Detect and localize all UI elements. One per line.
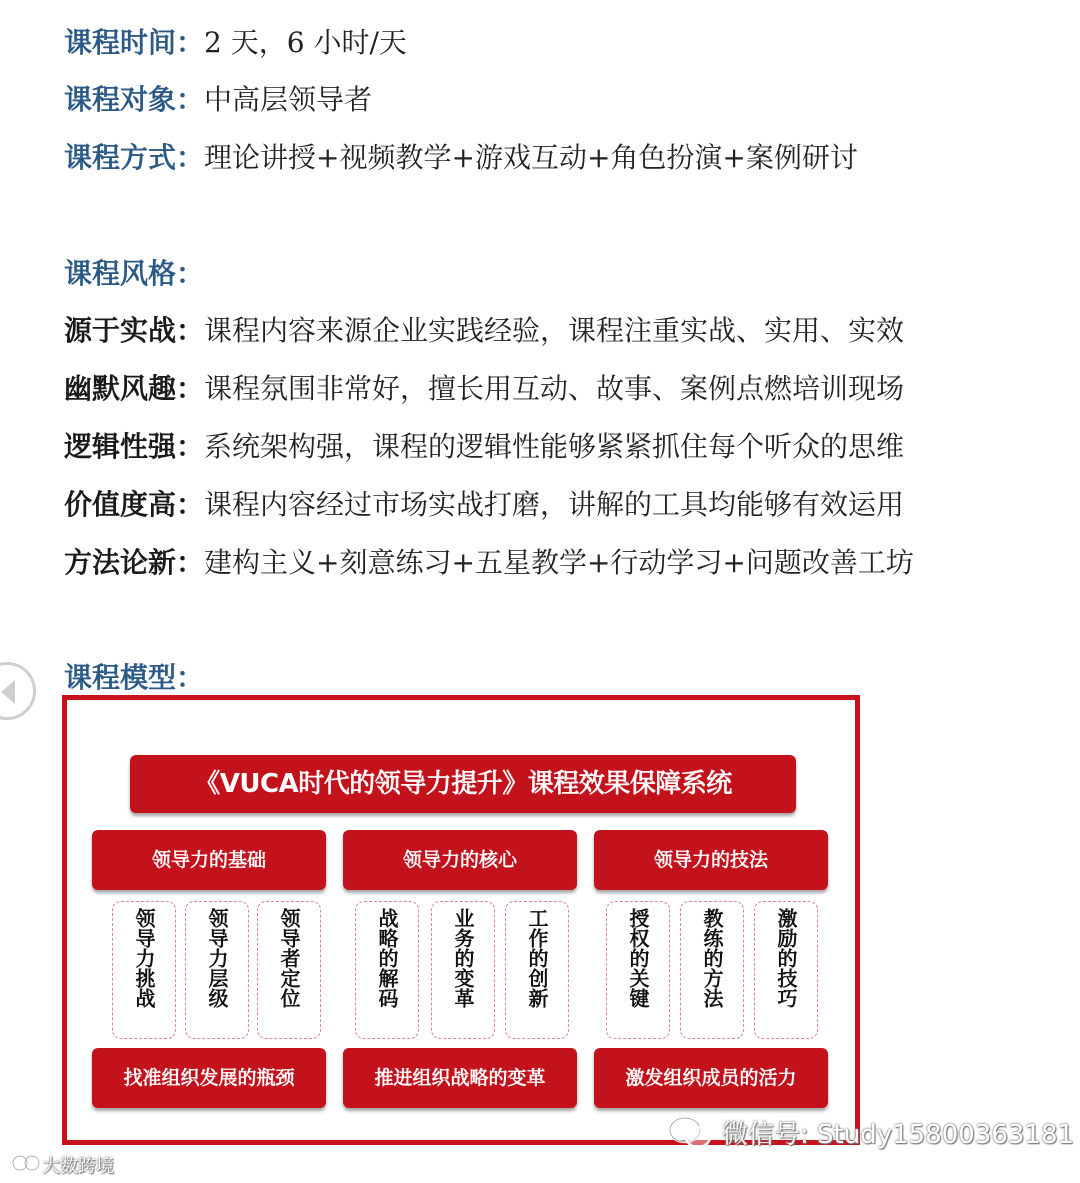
info-value: 理论讲授+视频教学+游戏互动+角色扮演+案例研讨 — [204, 141, 858, 174]
style-row — [64, 371, 904, 407]
style-label: 价值度高： — [64, 488, 205, 521]
style-row — [64, 545, 914, 581]
pillar-item-text: 领导力挑战 — [132, 908, 156, 1008]
pillar-head: 领导力的核心 — [343, 830, 577, 890]
style-row — [64, 429, 904, 465]
pillar-item-text: 教练的方法 — [700, 908, 724, 1008]
pillar-item-text: 工作的创新 — [525, 908, 549, 1008]
wechat-watermark: 微信号: Study15800363181 — [722, 1120, 1075, 1150]
style-label: 源于实战： — [64, 314, 205, 347]
pillar-item-text: 领导者定位 — [277, 908, 301, 1008]
info-row-time — [64, 25, 407, 61]
chevron-left-icon — [1, 680, 15, 704]
info-label: 课程对象： — [64, 83, 205, 116]
info-value: 中高层领导者 — [204, 83, 373, 116]
model-title-banner: 《VUCA时代的领导力提升》课程效果保障系统 — [130, 755, 796, 813]
pillar-foot: 推进组织战略的变革 — [343, 1048, 577, 1108]
site-watermark-text: 大数跨境 — [42, 1156, 114, 1177]
pillar-item-card — [754, 901, 818, 1039]
style-label: 幽默风趣： — [64, 372, 205, 405]
info-row-method — [64, 140, 858, 176]
pillar-foot: 找准组织发展的瓶颈 — [92, 1048, 326, 1108]
pillar-item-card — [355, 901, 419, 1039]
style-value: 课程氛围非常好，擅长用互动、故事、案例点燃培训现场 — [204, 372, 905, 405]
prev-button[interactable] — [0, 662, 36, 720]
pillar-item-card — [257, 901, 321, 1039]
info-row-audience — [64, 82, 372, 118]
pillar-item-card — [112, 901, 176, 1039]
style-heading: 课程风格： — [64, 257, 205, 290]
style-label: 方法论新： — [64, 546, 205, 579]
pillar-item-card — [185, 901, 249, 1039]
pillar-item-text: 授权的关键 — [626, 908, 650, 1008]
pillar-head: 领导力的技法 — [594, 830, 828, 890]
pillar-item-text: 激励的技巧 — [774, 908, 798, 1008]
style-value: 系统架构强，课程的逻辑性能够紧紧抓住每个听众的思维 — [204, 430, 905, 463]
pillar-head: 领导力的基础 — [92, 830, 326, 890]
pillar-item-text: 战略的解码 — [375, 908, 399, 1008]
info-value: 2 天，6 小时/天 — [204, 26, 407, 59]
pillar-item-card — [505, 901, 569, 1039]
info-label: 课程方式： — [64, 141, 205, 174]
pillar-item-text: 业务的变革 — [451, 908, 475, 1008]
style-label: 逻辑性强： — [64, 430, 205, 463]
style-value: 课程内容经过市场实战打磨，讲解的工具均能够有效运用 — [204, 488, 905, 521]
style-row — [64, 487, 904, 523]
pillar-item-card — [680, 901, 744, 1039]
pillar-item-card — [431, 901, 495, 1039]
pillar-item-card — [606, 901, 670, 1039]
pillar-foot: 激发组织成员的活力 — [594, 1048, 828, 1108]
info-label: 课程时间： — [64, 26, 205, 59]
pillar-item-text: 领导力层级 — [205, 908, 229, 1008]
link-icon — [10, 1150, 46, 1176]
style-row — [64, 313, 904, 349]
style-value: 课程内容来源企业实践经验，课程注重实战、实用、实效 — [204, 314, 905, 347]
style-value: 建构主义+刻意练习+五星教学+行动学习+问题改善工坊 — [204, 546, 914, 579]
course-model-figure — [62, 695, 860, 1145]
model-heading: 课程模型： — [64, 661, 205, 694]
wechat-icon — [668, 1116, 714, 1150]
